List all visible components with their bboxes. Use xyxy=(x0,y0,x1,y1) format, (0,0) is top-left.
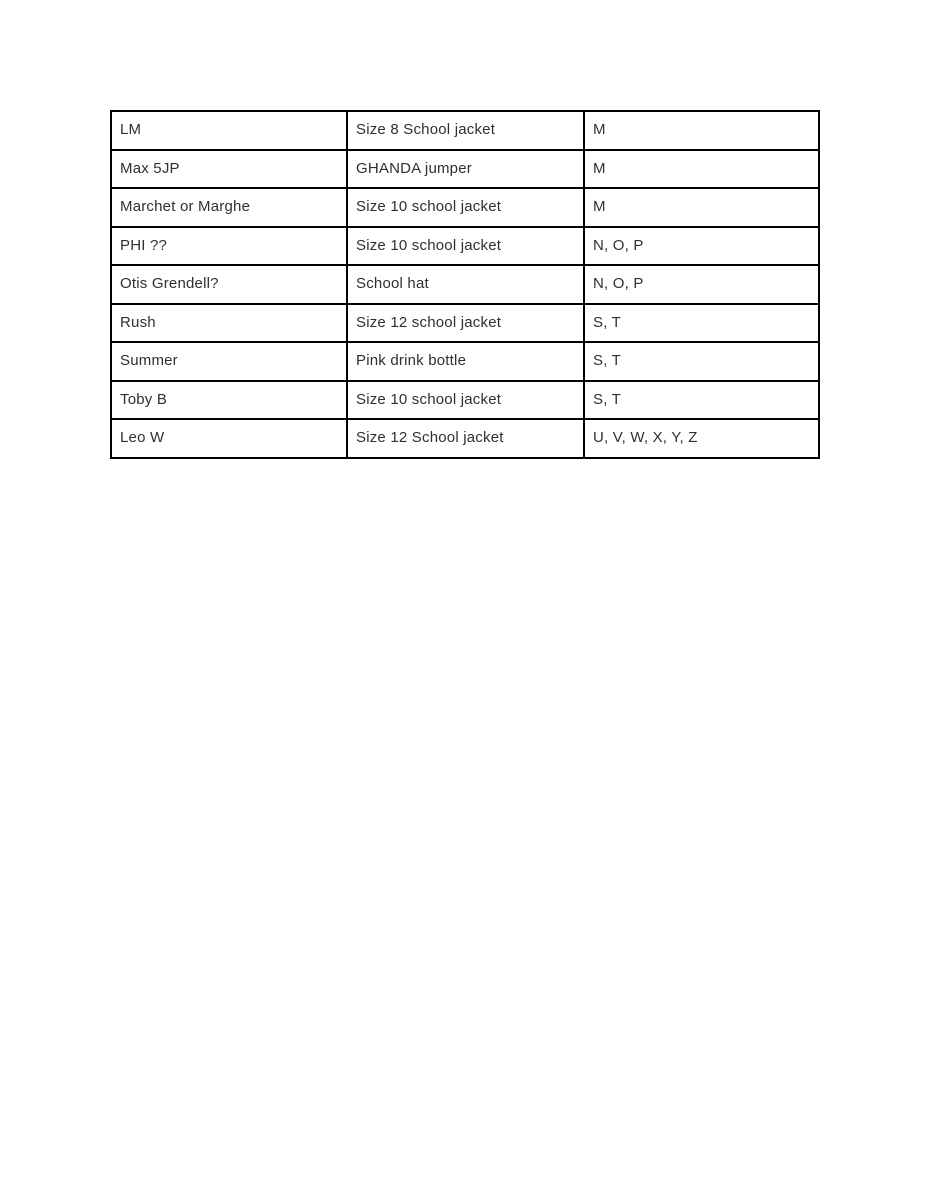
cell-group: S, T xyxy=(584,304,819,343)
cell-item: Size 12 school jacket xyxy=(347,304,584,343)
cell-group: N, O, P xyxy=(584,227,819,266)
cell-group: M xyxy=(584,111,819,150)
cell-item: Size 10 school jacket xyxy=(347,188,584,227)
cell-name: Toby B xyxy=(111,381,347,420)
table-row xyxy=(111,111,819,150)
cell-item: Size 12 School jacket xyxy=(347,419,584,458)
table-row xyxy=(111,150,819,189)
cell-item: Size 8 School jacket xyxy=(347,111,584,150)
cell-name: Max 5JP xyxy=(111,150,347,189)
cell-group: M xyxy=(584,150,819,189)
items-table-body xyxy=(111,111,819,458)
cell-item: GHANDA jumper xyxy=(347,150,584,189)
cell-item: School hat xyxy=(347,265,584,304)
table-row xyxy=(111,265,819,304)
cell-item: Pink drink bottle xyxy=(347,342,584,381)
cell-group: N, O, P xyxy=(584,265,819,304)
cell-name: PHI ?? xyxy=(111,227,347,266)
cell-name: Otis Grendell? xyxy=(111,265,347,304)
cell-name: Leo W xyxy=(111,419,347,458)
items-table xyxy=(110,110,820,459)
cell-name: LM xyxy=(111,111,347,150)
cell-item: Size 10 school jacket xyxy=(347,381,584,420)
table-row xyxy=(111,342,819,381)
cell-group: S, T xyxy=(584,342,819,381)
cell-group: S, T xyxy=(584,381,819,420)
cell-group: U, V, W, X, Y, Z xyxy=(584,419,819,458)
cell-group: M xyxy=(584,188,819,227)
table-row xyxy=(111,304,819,343)
cell-name: Summer xyxy=(111,342,347,381)
table-row xyxy=(111,381,819,420)
cell-name: Marchet or Marghe xyxy=(111,188,347,227)
table-row xyxy=(111,227,819,266)
cell-name: Rush xyxy=(111,304,347,343)
table-row xyxy=(111,188,819,227)
cell-item: Size 10 school jacket xyxy=(347,227,584,266)
table-row xyxy=(111,419,819,458)
